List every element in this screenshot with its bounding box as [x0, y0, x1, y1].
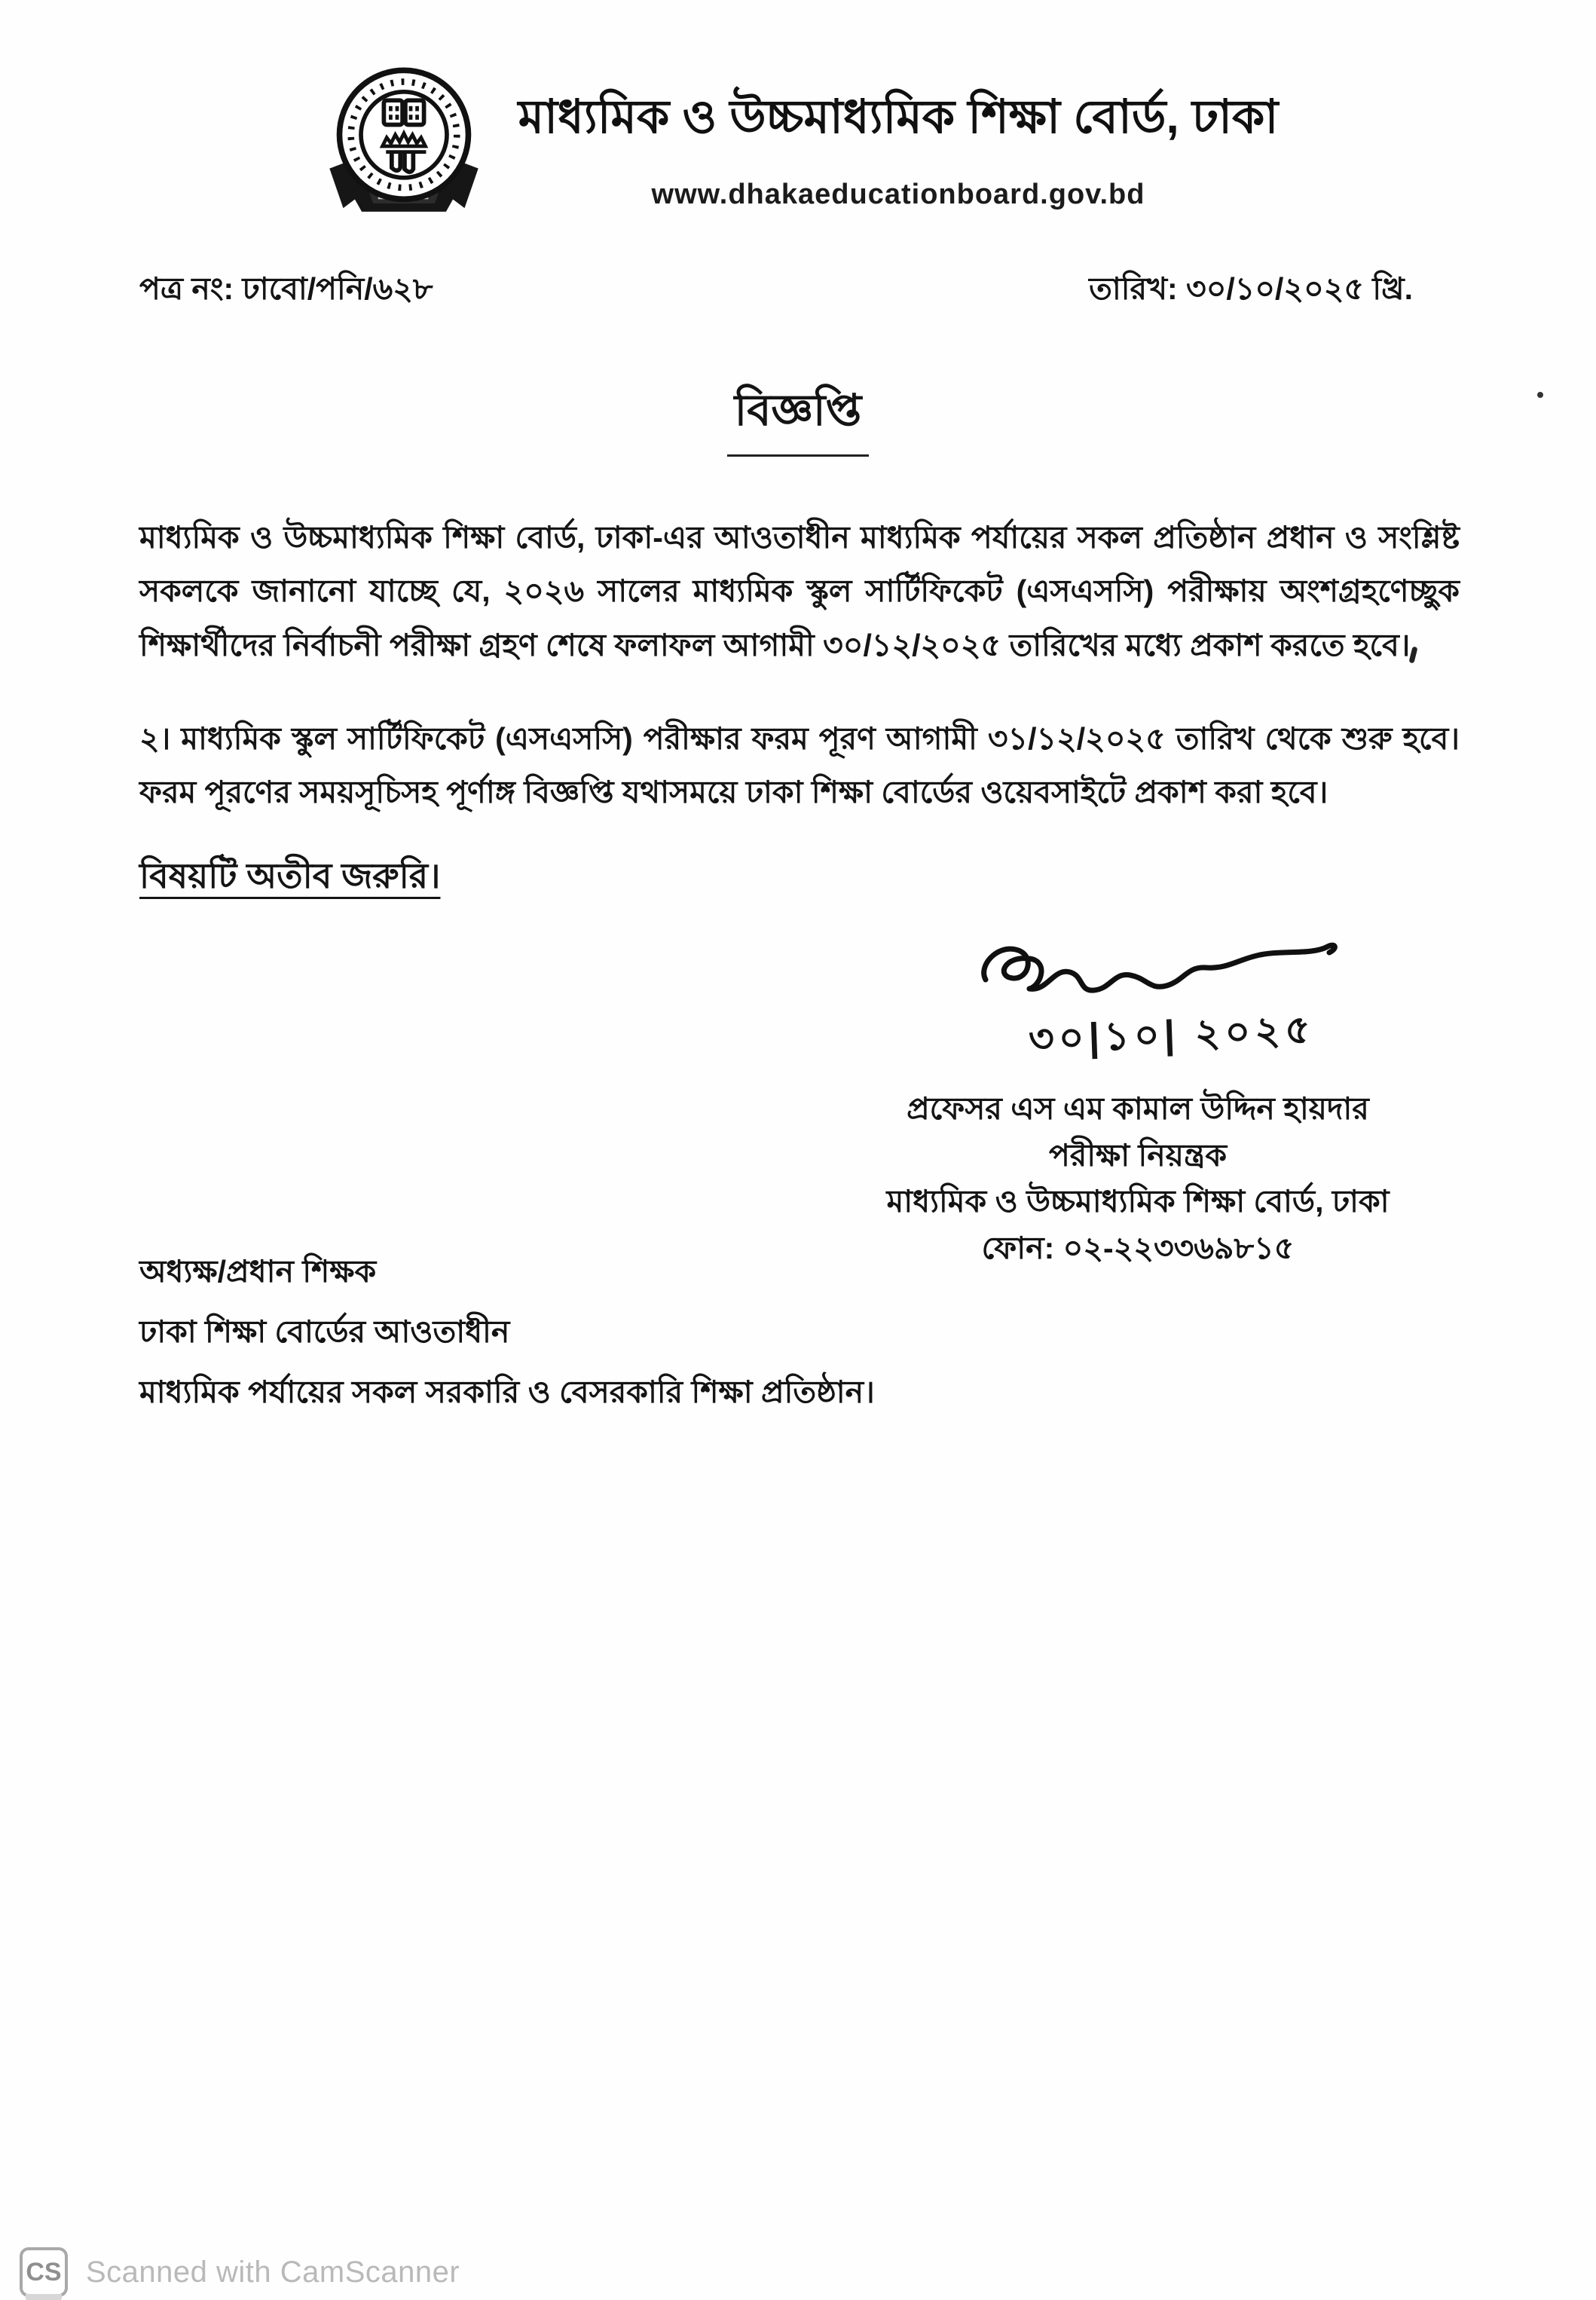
document-header [0, 59, 1596, 234]
paragraph-1: মাধ্যমিক ও উচ্চমাধ্যমিক শিক্ষা বোর্ড, ঢাকা-এর আওতাধীন মাধ্যমিক পর্যায়ের সকল প্রতিষ্ঠান প্রধান ও সংশ্লিষ্ট সকলকে জানানো যাচ্ছে যে, ২০২৬ সালের মাধ্যমিক স্কুল সার্টিফিকেট (এসএসসি) পরীক্ষায় অংশগ্রহণেচ্ছুক শিক্ষার্থীদের নির্বাচনী পরীক্ষা গ্রহণ শেষে ফলাফল আগামী ৩০/১২/২০২৫ তারিখের মধ্যে প্রকাশ করতে হবে। [139, 520, 1460, 662]
camscanner-text: Scanned with CamScanner [86, 2255, 460, 2289]
addressee-block [139, 1242, 875, 1423]
addressee-line: ঢাকা শিক্ষা বোর্ডের আওতাধীন [139, 1314, 510, 1349]
notice-title: বিজ্ঞপ্তি [0, 377, 1596, 457]
camscanner-footer [20, 2247, 460, 2297]
handwritten-signature-icon [957, 933, 1364, 1008]
org-website: www.dhakaeducationboard.gov.bd [651, 179, 1145, 210]
signature-block [814, 933, 1462, 1271]
addressee-line: মাধ্যমিক পর্যায়ের সকল সরকারি ও বেসরকারি শিক্ষা প্রতিষ্ঠান। [139, 1374, 875, 1409]
board-seal-icon [318, 59, 490, 234]
addressee-line: অধ্যক্ষ/প্রধান শিক্ষক [139, 1254, 377, 1289]
signer-designation: পরীক্ষা নিয়ন্ত্রক [1048, 1137, 1228, 1173]
org-name: মাধ্যমিক ও উচ্চমাধ্যমিক শিক্ষা বোর্ড, ঢাকা [518, 91, 1279, 143]
signer-organization: মাধ্যমিক ও উচ্চমাধ্যমিক শিক্ষা বোর্ড, ঢাকা [886, 1184, 1390, 1219]
paragraph-2: ২। মাধ্যমিক স্কুল সার্টিফিকেট (এসএসসি) পরীক্ষার ফরম পূরণ আগামী ৩১/১২/২০২৫ তারিখ থেকে শুরু হবে। ফরম পূরণের সময়সূচিসহ পূর্ণাঙ্গ বিজ্ঞপ্তি যথাসময়ে ঢাকা শিক্ষা বোর্ডের ওয়েবসাইটে প্রকাশ করা হবে। [139, 721, 1460, 810]
urgent-note: বিষয়টি অতীব জরুরি। [139, 856, 441, 895]
camscanner-icon: CS [20, 2247, 68, 2297]
letter-number: পত্র নং: ঢাবো/পনি/৬২৮ [139, 271, 433, 306]
handwritten-date: ৩০|১০| ২০২৫ [1028, 1008, 1316, 1062]
signer-phone: ফোন: ০২-২২৩৩৬৯৮১৫ [981, 1230, 1295, 1265]
meta-row [139, 265, 1413, 317]
letter-date: তারিখ: ৩০/১০/২০২৫ খ্রি. [1089, 271, 1413, 306]
signer-name: প্রফেসর এস এম কামাল উদ্দিন হায়দার [907, 1091, 1369, 1126]
scan-artifact-dot [1537, 392, 1543, 398]
